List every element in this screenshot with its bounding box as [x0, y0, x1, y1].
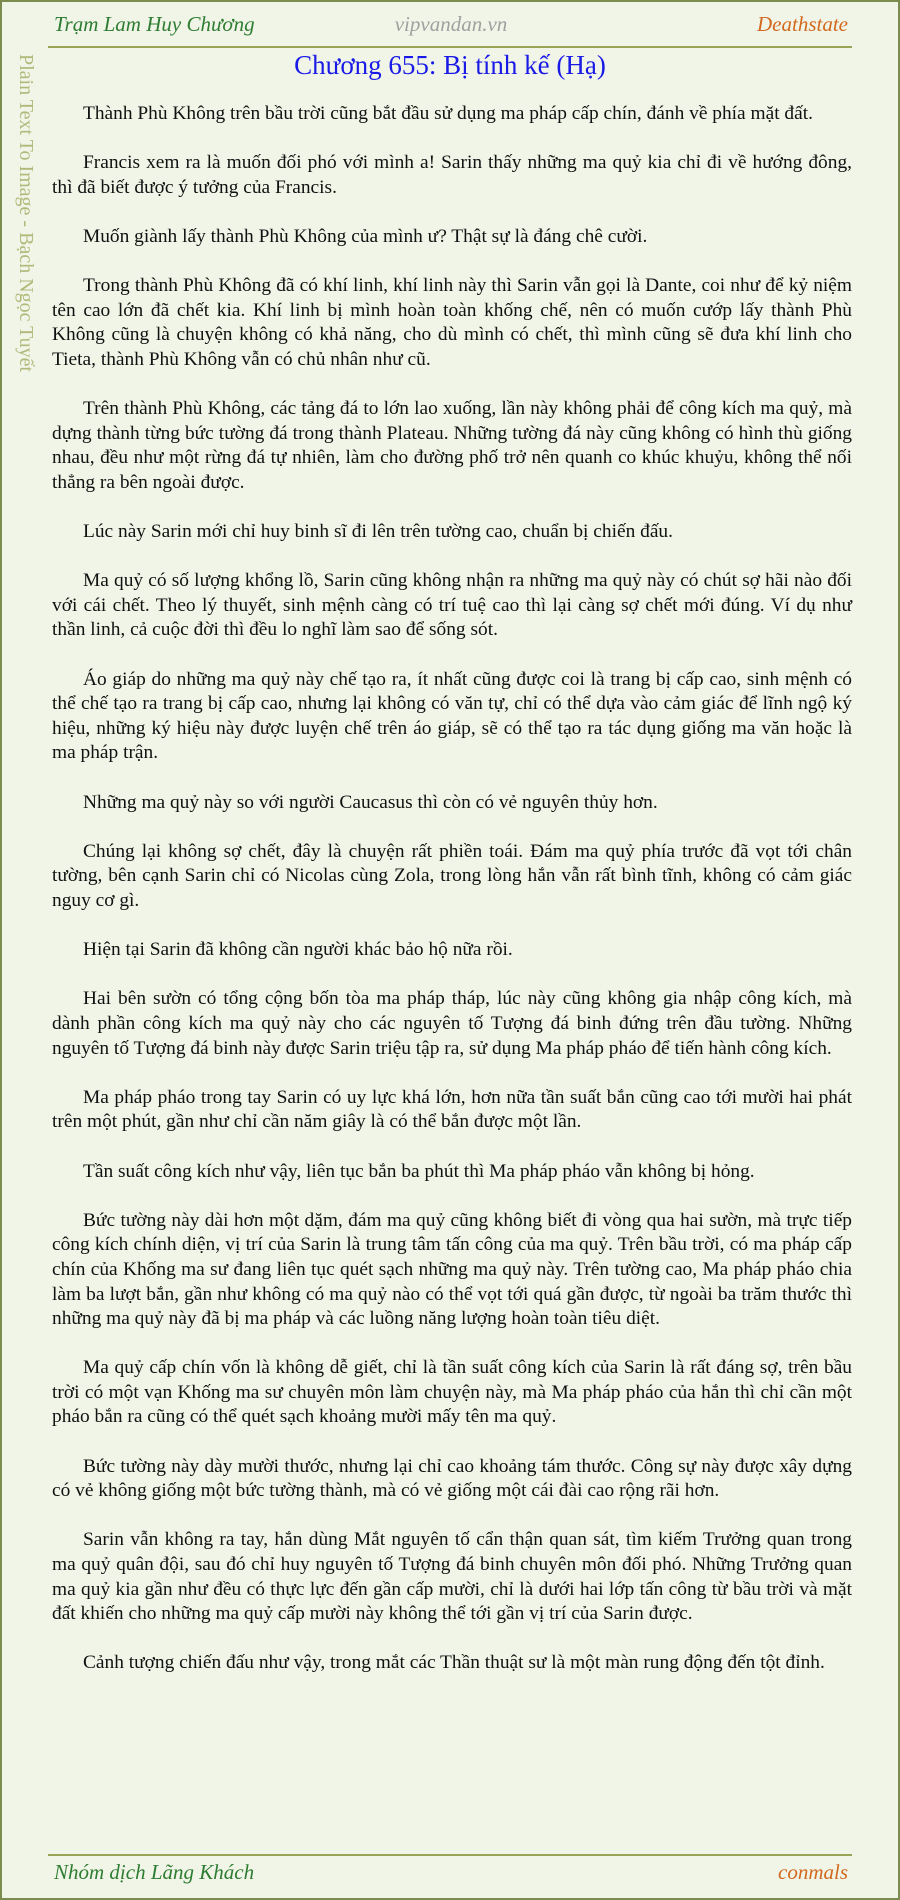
paragraph: Hai bên sườn có tổng cộng bốn tòa ma pháp tháp, lúc này cũng không gia nhập công kích, mà dành phần công kích ma quỷ này cho các nguyên tố Tượng đá binh đứng trên đầu tường. Những nguyên tố Tượng đá binh này được Sarin triệu tập ra, sử dụng Ma pháp pháo để tiến hành công kích.: [52, 988, 852, 1059]
paragraph: Ma quỷ có số lượng khổng lồ, Sarin cũng không nhận ra những ma quỷ này có chút sợ hãi nào đối với cái chết. Theo lý thuyết, sinh mệnh càng có trí tuệ cao thì lại càng sợ chết mới đúng. Ví dụ như thần linh, cả cuộc đời thì đều lo nghĩ làm sao để sống sót.: [52, 570, 852, 641]
page-header: [54, 12, 848, 42]
header-divider: [48, 46, 852, 48]
paragraph: Francis xem ra là muốn đối phó với mình a! Sarin thấy những ma quỷ kia chỉ đi về hướng đông, thì đã biết được ý tưởng của Francis.: [52, 152, 852, 198]
paragraph: Hiện tại Sarin đã không cần người khác bảo hộ nữa rồi.: [83, 939, 513, 961]
paragraph: Lúc này Sarin mới chỉ huy binh sĩ đi lên trên tường cao, chuẩn bị chiến đấu.: [83, 521, 673, 543]
header-editor-name: Deathstate: [757, 12, 848, 36]
paragraph: Cảnh tượng chiến đấu như vậy, trong mắt các Thần thuật sư là một màn rung động đến tột đỉnh.: [83, 1652, 825, 1674]
footer-uploader-name: conmals: [778, 1860, 848, 1884]
chapter-title: Chương 655: Bị tính kế (Hạ): [294, 50, 606, 80]
paragraph: Những ma quỷ này so với người Caucasus thì còn có vẻ nguyên thủy hơn.: [83, 791, 658, 813]
header-translator-name: Trạm Lam Huy Chương: [54, 12, 255, 36]
paragraph: Bức tường này dài hơn một dặm, đám ma quỷ cũng không biết đi vòng qua hai sườn, mà trực tiếp công kích chính diện, vị trí của Sarin là trung tâm tấn công của ma quỷ. Trên bầu trời, có ma pháp cấp chín của Khống ma sư đang liên tục quét sạch những ma quỷ này. Trên tường cao, Ma pháp pháo chia làm ba lượt bắn, gần như không có ma quỷ nào có thể vọt tới quá gần được, từ ngoài ba trăm thước thì những ma quỷ này đã bị ma pháp và các luồng năng lượng hoàn toàn tiêu diệt.: [52, 1209, 852, 1330]
footer-divider: [48, 1854, 852, 1856]
chapter-body: [52, 102, 852, 1701]
paragraph: Chúng lại không sợ chết, đây là chuyện rất phiền toái. Đám ma quỷ phía trước đã vọt tới chân tường, bên cạnh Sarin chỉ có Nicolas cùng Zola, trong lòng hắn vẫn rất bình tĩnh, không có cảm giác nguy cơ gì.: [52, 840, 852, 911]
header-site-name: vipvandan.vn: [394, 12, 508, 36]
paragraph: Ma quỷ cấp chín vốn là không dễ giết, chỉ là tần suất công kích của Sarin là rất đáng sợ, trên bầu trời có một vạn Khống ma sư chuyên môn làm chuyện này, mà Ma pháp pháo của hắn thì chỉ cần một pháo bắn ra cũng có thể quét sạch khoảng mười mấy tên ma quỷ.: [52, 1357, 852, 1428]
paragraph: Tần suất công kích như vậy, liên tục bắn ba phút thì Ma pháp pháo vẫn không bị hỏng.: [83, 1160, 755, 1182]
paragraph: Sarin vẫn không ra tay, hắn dùng Mắt nguyên tố cẩn thận quan sát, tìm kiếm Trưởng quan trong ma quỷ quân đội, sau đó chỉ huy nguyên tố Tượng đá binh chuyên môn đối phó. Những Trưởng quan ma quỷ kia gần như đều có thực lực đến gần cấp mười, chỉ là dưới hai lớp tấn công từ bầu trời và mặt đất khiến cho những ma quỷ cấp mười này không thể tới gần vị trí của Sarin được.: [52, 1529, 852, 1625]
paragraph: Muốn giành lấy thành Phù Không của mình ư? Thật sự là đáng chê cười.: [83, 225, 648, 247]
paragraph: Ma pháp pháo trong tay Sarin có uy lực khá lớn, hơn nữa tần suất bắn cũng cao tới mười hai phát trên một phút, gần như chỉ cần năm giây là có thể bắn được một lần.: [52, 1086, 852, 1133]
page-footer: [54, 1860, 848, 1890]
footer-group-name: Nhóm dịch Lãng Khách: [54, 1860, 255, 1884]
paragraph: Áo giáp do những ma quỷ này chế tạo ra, ít nhất cũng được coi là trang bị cấp cao, sinh mệnh có thể chế tạo ra trang bị cấp cao, nhưng lại không có văn tự, chỉ có thể dựa vào cảm giác để lĩnh ngộ ký hiệu, những ký hiệu này được luyện chế trên áo giáp, sẽ có thể tạo ra tác dụng giống ma văn hoặc là ma pháp trận.: [52, 668, 852, 764]
side-watermark: Plain Text To Image - Bạch Ngọc Tuyết: [15, 54, 37, 373]
paragraph: Trên thành Phù Không, các tảng đá to lớn lao xuống, lần này không phải để công kích ma quỷ, mà dựng thành từng bức tường đá trong thành Plateau. Những tường đá này cũng không có hình thù giống nhau, đều như một rừng đá tự nhiên, làm cho đường phố trở nên quanh co khúc khuỷu, không thể nối thẳng ra bên ngoài được.: [52, 398, 852, 493]
paragraph: Trong thành Phù Không đã có khí linh, khí linh này thì Sarin vẫn gọi là Dante, coi như để kỷ niệm tên cao lớn đã chết kia. Khí linh bị mình hoàn toàn khống chế, nên có muốn cướp lấy thành Phù Không cũng là chuyện không có khả năng, cho dù mình có chết, thì mình cũng sẽ đưa khí linh cho Tieta, thành Phù Không vẫn có chủ nhân như cũ.: [52, 275, 852, 370]
paragraph: Thành Phù Không trên bầu trời cũng bắt đầu sử dụng ma pháp cấp chín, đánh về phía mặt đất.: [83, 103, 813, 124]
paragraph: Bức tường này dày mười thước, nhưng lại chỉ cao khoảng tám thước. Công sự này được xây dựng có vẻ không giống một bức tường thành, mà có vẻ giống một cái đài cao rộng rãi hơn.: [52, 1455, 852, 1502]
